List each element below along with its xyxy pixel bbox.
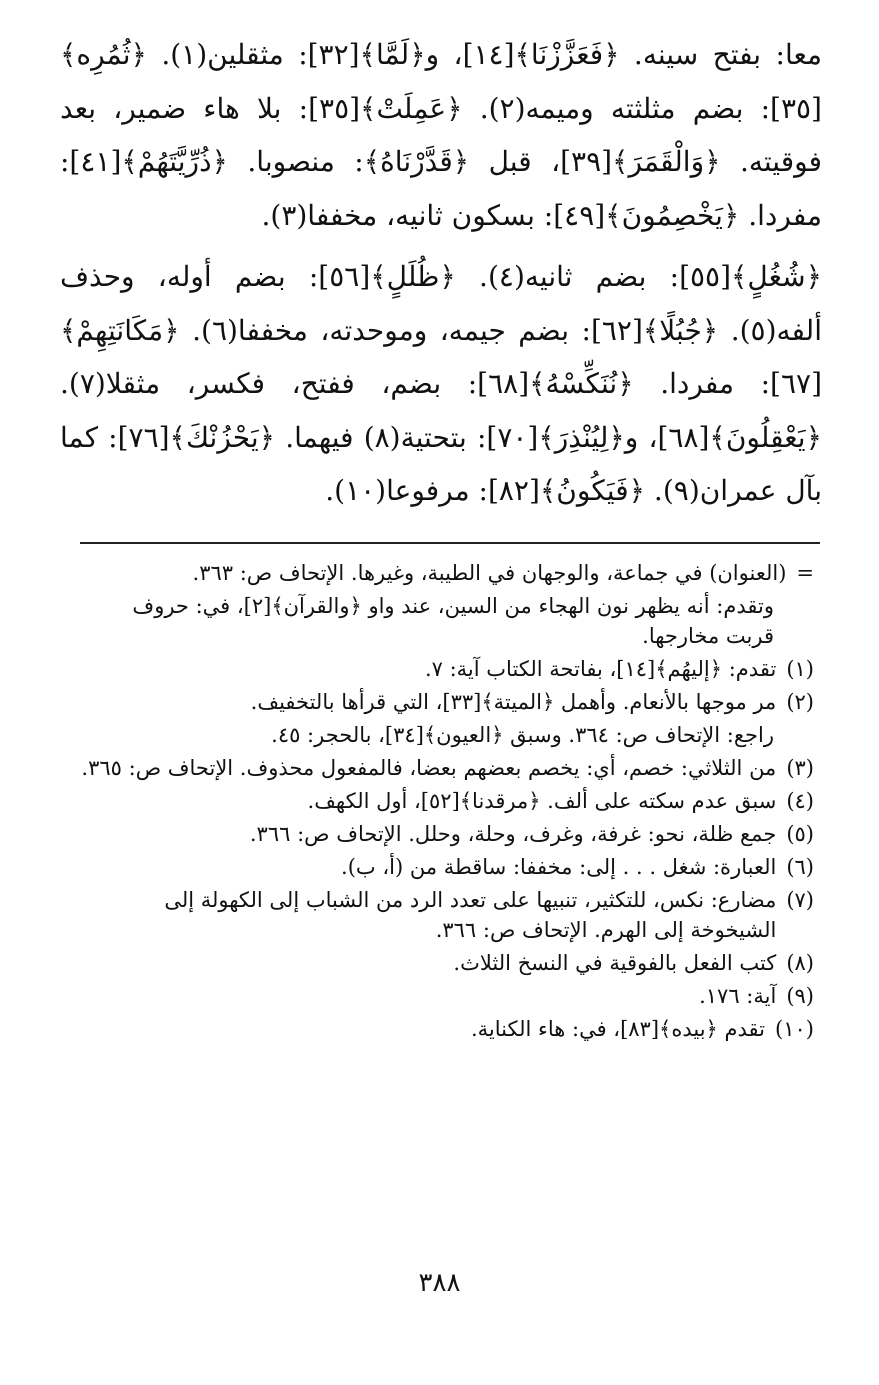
footnote-text: تقدم ﴿بيده﴾[٨٣]، في: هاء الكناية.: [470, 1017, 766, 1041]
footnote-text: العبارة: شغل . . . إلى: مخففا: ساقطة من (أ، ب).: [341, 855, 777, 879]
footnote-number: (١٠): [775, 1017, 814, 1041]
page-number: ٣٨٨: [418, 1268, 461, 1298]
footnote-number: (٥): [786, 822, 814, 846]
footnote-3: [78, 753, 814, 783]
footnote-marker: =: [796, 561, 814, 585]
footnote-text: راجع: الإتحاف ص: ٣٦٤. وسبق ﴿العيون﴾[٣٤]، بالحجر: ٤٥.: [271, 723, 774, 747]
footnote-number: (٦): [786, 855, 814, 879]
footnote-text: تقدم: ﴿إليهُم﴾[١٤]، بفاتحة الكتاب آية: ٧.: [424, 657, 777, 681]
footnote-divider: [80, 542, 820, 544]
footnote-10: [78, 1014, 814, 1044]
footnote-2-continuation: [78, 720, 814, 750]
footnote-text: من الثلاثي: خصم، أي: يخصم بعضهم بعضا، فالمفعول محذوف. الإتحاف ص: ٣٦٥.: [81, 756, 777, 780]
main-paragraph-2: ﴿شُغُلٍ﴾[٥٥]: بضم ثانيه(٤). ﴿ظُلَلٍ﴾[٥٦]: بضم أوله، وحذف ألفه(٥). ﴿جُبُلًا﴾[٦٢]: بضم جيمه، وموحدته، مخففا(٦). ﴿مَكَانَتِهِمْ﴾[٦٧]: مفردا. ﴿نُنَكِّسْهُ﴾[٦٨]: بضم، ففتح، فكسر، مثقلا(٧). ﴿يَعْقِلُونَ﴾[٦٨]، و﴿لِيُنْذِرَ﴾[٧٠]: بتحتية(٨) فيهما. ﴿يَحْزُنْكَ﴾[٧٦]: كما بآل عمران(٩). ﴿فَيَكُونُ﴾[٨٢]: مرفوعا(١٠).: [60, 260, 822, 507]
footnote-8: [78, 948, 814, 978]
footnote-number: (٤): [786, 789, 814, 813]
footnotes: [78, 558, 814, 1047]
footnote-text: مر موجها بالأنعام. وأهمل ﴿الميتة﴾[٣٣]، التي قرأها بالتخفيف.: [250, 690, 777, 714]
footnote-4: [78, 786, 814, 816]
footnote-2: [78, 687, 814, 717]
footnote-number: (٧): [786, 888, 814, 912]
footnote-number: (٣): [786, 756, 814, 780]
main-paragraph-1: معا: بفتح سينه. ﴿فَعَزَّزْنَا﴾[١٤]، و﴿لَمَّا﴾[٣٢]: مثقلين(١). ﴿ثُمُرِه﴾[٣٥]: بضم مثلثته وميمه(٢). ﴿عَمِلَتْ﴾[٣٥]: بلا هاء ضمير، بعد فوقيته. ﴿وَالْقَمَرَ﴾[٣٩]، قبل ﴿قَدَّرْنَاهُ﴾: منصوبا. ﴿ذُرِّيَّتَهُمْ﴾[٤١]: مفردا. ﴿يَخْصِمُونَ﴾[٤٩]: بسكون ثانيه، مخففا(٣).: [60, 38, 822, 232]
footnote-text: آية: ١٧٦.: [699, 984, 777, 1008]
main-text: [60, 28, 822, 518]
footnote-7: [78, 885, 814, 945]
footnote-number: (١): [786, 657, 814, 681]
footnote-text: وتقدم: أنه يظهر نون الهجاء من السين، عند واو ﴿والقرآن﴾[٢]، في: حروف قربت مخارجها.: [132, 594, 774, 648]
footnote-text: كتب الفعل بالفوقية في النسخ الثلاث.: [453, 951, 777, 975]
footnote-5: [78, 819, 814, 849]
footnote-number: (٢): [786, 690, 814, 714]
footnote-continuation: [78, 558, 814, 588]
footnote-text: مضارع: نكس، للتكثير، تنبيها على تعدد الرد من الشباب إلى الكهولة إلى الشيخوخة إلى الهرم. الإتحاف ص: ٣٦٦.: [164, 888, 777, 942]
footnote-1: [78, 654, 814, 684]
footnote-text: سبق عدم سكته على ألف. ﴿مرقدنا﴾[٥٢]، أول الكهف.: [307, 789, 777, 813]
footnote-continuation-line: [78, 591, 814, 651]
footnote-6: [78, 852, 814, 882]
footnote-text: (العنوان) في جماعة، والوجهان في الطيبة، وغيرها. الإتحاف ص: ٣٦٣.: [192, 561, 787, 585]
footnote-number: (٩): [786, 984, 814, 1008]
footnote-text: جمع ظلة، نحو: غرفة، وغرف، وحلة، وحلل. الإتحاف ص: ٣٦٦.: [249, 822, 777, 846]
footnote-number: (٨): [786, 951, 814, 975]
footnote-9: [78, 981, 814, 1011]
